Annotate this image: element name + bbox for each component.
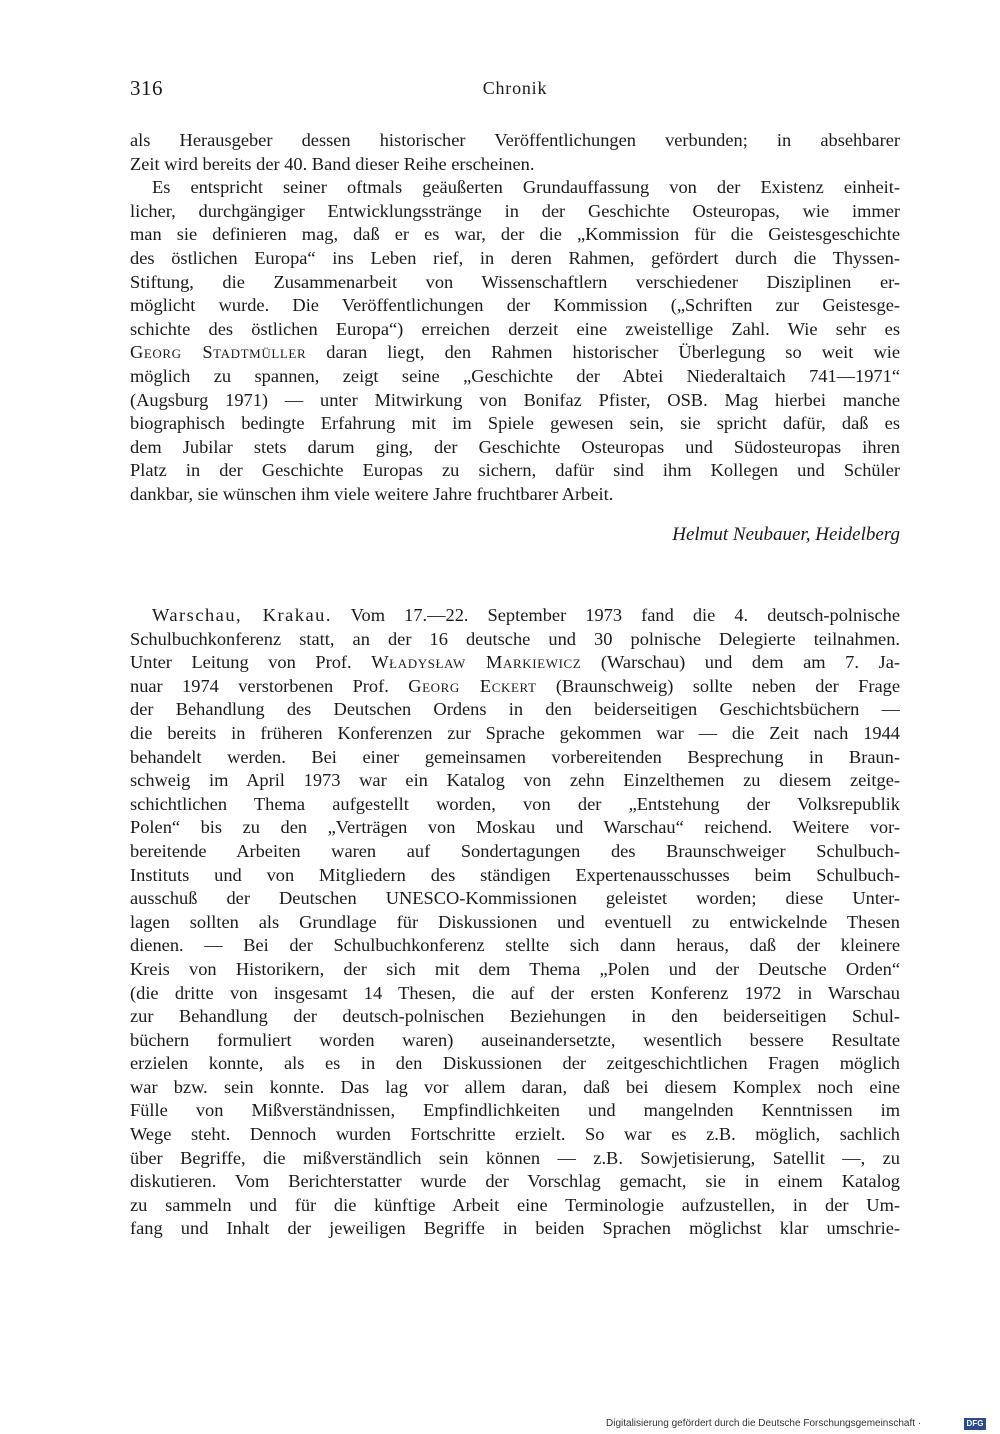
- text-line: Platz in der Geschichte Europas zu sichern, dafür sind ihm Kollegen und Schüler: [130, 460, 900, 481]
- text-line: behandelt werden. Bei einer gemeinsamen vorbereitenden Besprechung in Braun-: [130, 746, 900, 767]
- text-segment: (Warschau) und dem am 7. Ja-: [581, 652, 900, 673]
- text-segment: nuar 1974 verstorbenen Prof.: [130, 675, 409, 696]
- article-2-body: [130, 604, 900, 1241]
- text-line: Es entspricht seiner oftmals geäußerten Grundauffassung von der Existenz einheit-: [152, 177, 900, 198]
- text-line: schichte des östlichen Europa“) erreichen derzeit eine zweistellige Zahl. Wie sehr es: [130, 318, 900, 339]
- text-line: Schulbuchkonferenz statt, an der 16 deutsche und 30 polnische Delegierte teilnahmen.: [130, 628, 900, 649]
- text-line: zu sammeln und für die künftige Arbeit eine Terminologie aufzustellen, in der Um-: [130, 1194, 900, 1215]
- person-name: Georg Stadtmüller: [130, 342, 307, 363]
- page-header: [130, 76, 900, 106]
- text-line: licher, durchgängiger Entwicklungsstränge in der Geschichte Osteuropas, wie immer: [130, 200, 900, 221]
- text-line: über Begriffe, die mißverständlich sein können — z.B. Sowjetisierung, Satellit —, zu: [130, 1147, 900, 1168]
- author-signature: Helmut Neubauer, Heidelberg: [672, 524, 900, 545]
- text-segment: (Braunschweig) sollte neben der Frage: [536, 675, 900, 696]
- text-line: [130, 675, 900, 699]
- text-segment: Vom 17.—22. September 1973 fand die 4. deutsch-polnische: [331, 605, 900, 625]
- text-line: möglicht wurde. Die Veröffentlichungen der Kommission („Schriften zur Geistesge-: [130, 295, 900, 316]
- text-line: zur Behandlung der deutsch-polnischen Beziehungen in den beiderseitigen Schul-: [130, 1006, 900, 1027]
- text-line: des östlichen Europa“ ins Leben rief, in deren Rahmen, gefördert durch die Thyssen-: [130, 247, 900, 268]
- text-segment: daran liegt, den Rahmen historischer Überlegung so weit wie: [306, 342, 900, 363]
- text-line: Fülle von Mißverständnissen, Empfindlichkeiten und mangelnden Kenntnissen im: [130, 1100, 900, 1121]
- text-line: Zeit wird bereits der 40. Band dieser Reihe erscheinen.: [130, 153, 535, 174]
- person-name: Władysław Markiewicz: [371, 652, 582, 673]
- text-line: dankbar, sie wünschen ihm viele weitere Jahre fruchtbarer Arbeit.: [130, 483, 614, 504]
- text-line: Stiftung, die Zusammenarbeit von Wissenschaftlern verschiedener Disziplinen er-: [130, 271, 900, 292]
- text-line: man sie definieren mag, daß er es war, der die „Kommission für die Geistesgeschichte: [130, 224, 900, 245]
- text-line: fang und Inhalt der jeweiligen Begriffe in beiden Sprachen möglichst klar umschrie-: [130, 1218, 900, 1239]
- text-line: ausschuß der Deutschen UNESCO-Kommissionen geleistet worden; diese Unter-: [130, 888, 900, 909]
- text-line: Wege steht. Dennoch wurden Fortschritte erzielt. So war es z.B. möglich, sachlich: [130, 1124, 900, 1145]
- text-line: der Behandlung des Deutschen Ordens in den beiderseitigen Geschichtsbüchern —: [130, 699, 900, 720]
- page-number: 316: [130, 76, 163, 100]
- article-1-body: [130, 129, 900, 507]
- text-line: (die dritte von insgesamt 14 Thesen, die auf der ersten Konferenz 1972 in Warschau: [130, 982, 900, 1003]
- text-line: als Herausgeber dessen historischer Veröffentlichungen verbunden; in absehbarer: [130, 130, 900, 150]
- text-line: dienen. — Bei der Schulbuchkonferenz stellte sich dann heraus, daß der kleinere: [130, 935, 900, 956]
- text-segment: Unter Leitung von Prof.: [130, 652, 372, 673]
- text-line: war bzw. sein konnte. Das lag vor allem daran, daß bei diesem Komplex noch eine: [130, 1076, 900, 1097]
- text-line: Polen“ bis zu den „Verträgen von Moskau und Warschau“ reichend. Weitere vor-: [130, 817, 900, 838]
- text-line: möglich zu spannen, zeigt seine „Geschichte der Abtei Niederaltaich 741—1971“: [130, 365, 900, 386]
- text-line: Kreis von Historikern, der sich mit dem Thema „Polen und der Deutsche Orden“: [130, 958, 900, 979]
- text-line: die bereits in früheren Konferenzen zur Sprache gekommen war — die Zeit nach 1944: [130, 722, 900, 743]
- text-line: lagen sollten als Grundlage für Diskussionen und eventuell zu entwickelnde Thesen: [130, 911, 900, 932]
- text-line: [130, 651, 900, 675]
- text-line: diskutieren. Vom Berichterstatter wurde der Vorschlag gemacht, sie in einem Katalog: [130, 1171, 900, 1192]
- text-line: erzielen konnte, als es in den Diskussionen der zeitgeschichtlichen Fragen möglich: [130, 1053, 900, 1074]
- running-title: Chronik: [482, 78, 548, 98]
- text-line: büchern formuliert worden waren) auseinandersetzte, wesentlich bessere Resultate: [130, 1029, 900, 1050]
- place-names: Warschau, Krakau.: [152, 605, 332, 625]
- digitization-credit: Digitalisierung gefördert durch die Deutsche Forschungsgemeinschaft ·: [606, 1418, 922, 1429]
- text-line: dem Jubilar stets darum ging, der Geschichte Osteuropas und Südosteuropas ihren: [130, 436, 900, 457]
- person-name: Georg Eckert: [408, 675, 537, 696]
- text-line: [130, 341, 900, 365]
- text-line: Instituts und von Mitgliedern des ständigen Expertenausschusses beim Schulbuch-: [130, 864, 900, 885]
- text-line: schweig im April 1973 war ein Katalog von zehn Einzelthemen zu diesem zeitge-: [130, 770, 900, 791]
- text-line: (Augsburg 1971) — unter Mitwirkung von Bonifaz Pfister, OSB. Mag hierbei manche: [130, 389, 900, 410]
- text-line: [130, 604, 900, 628]
- text-line: biographisch bedingte Erfahrung mit im Spiele gewesen sein, sie spricht dafür, daß es: [130, 413, 900, 434]
- text-line: bereitende Arbeiten waren auf Sondertagungen des Braunschweiger Schulbuch-: [130, 840, 900, 861]
- dfg-logo: DFG: [964, 1418, 986, 1430]
- text-line: schichtlichen Thema aufgestellt worden, von der „Entstehung der Volksrepublik: [130, 793, 900, 814]
